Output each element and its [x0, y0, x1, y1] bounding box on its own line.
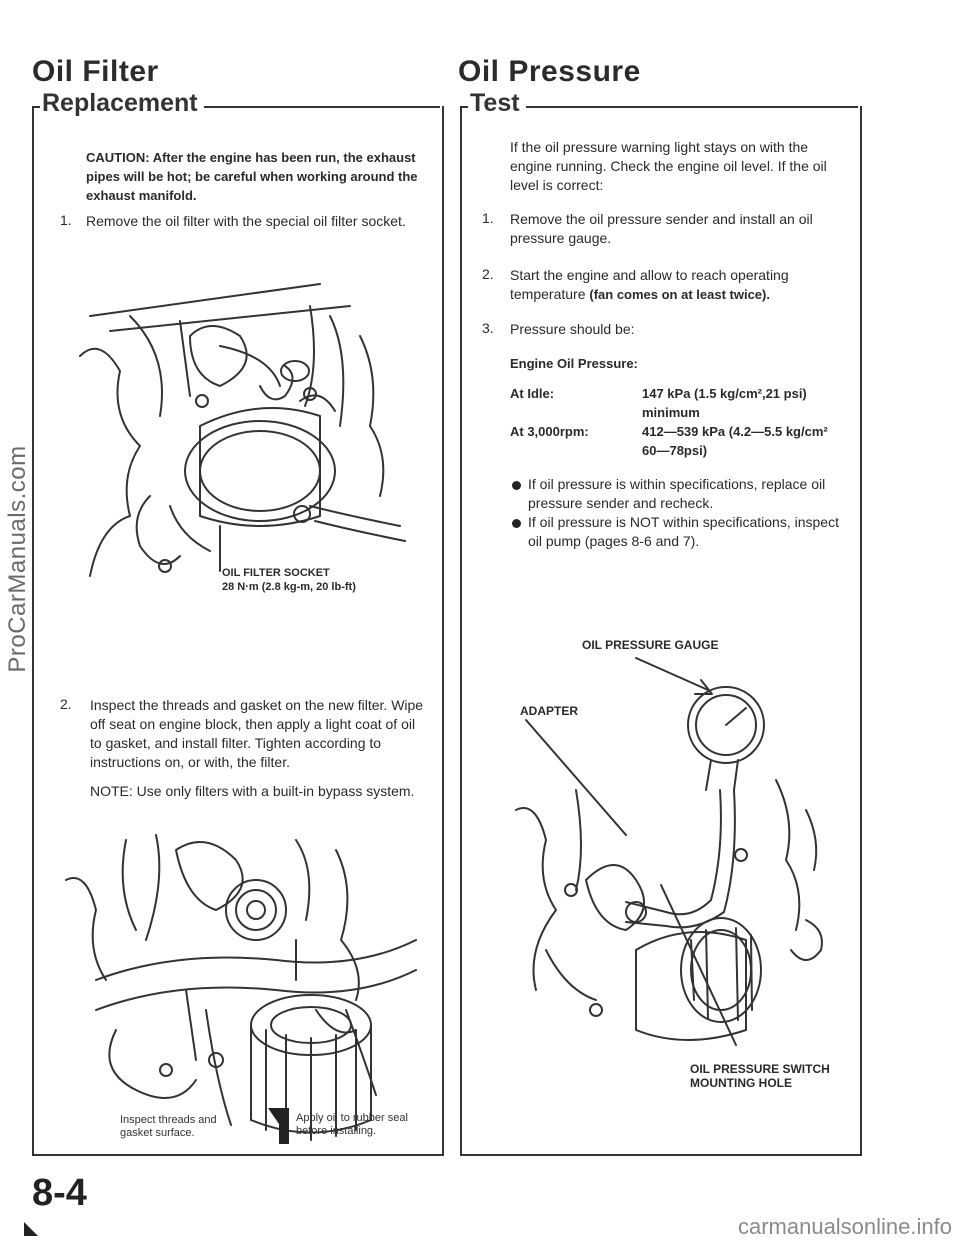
left-step2-text: Inspect the threads and gasket on the new filter. Wipe off seat on engine block, then apply a light coat of oil to gasket, and install filter. Tighten according to instructions on, or with, the filter. — [90, 697, 424, 770]
left-step1-text: Remove the oil filter with the special oil filter socket. — [86, 213, 406, 229]
oil-filter-socket-torque: 28 N·m (2.8 kg-m, 20 lb-ft) — [222, 581, 356, 593]
rubber-seal-marker-icon — [279, 1108, 289, 1144]
oil-filter-socket-label: OIL FILTER SOCKET — [222, 567, 330, 579]
oil-filter-title: Oil Filter — [32, 55, 159, 88]
bullet-2-text: If oil pressure is NOT within specifications, inspect oil pump (pages 8-6 and 7). — [528, 514, 839, 549]
adapter-label: ADAPTER — [520, 704, 579, 718]
new-filter-installation-illustration — [56, 830, 426, 1150]
spec-rpm-value: 412—539 kPa (4.2—5.5 kg/cm² 60—78psi) — [642, 424, 828, 458]
spec-idle-value: 147 kPa (1.5 kg/cm²,21 psi) minimum — [642, 386, 807, 420]
oil-pressure-title: Oil Pressure — [458, 55, 641, 88]
left-step2-number: 2. — [60, 696, 72, 712]
right-step1-text: Remove the oil pressure sender and install an oil pressure gauge. — [510, 211, 813, 246]
bullet-2-icon — [512, 519, 521, 528]
right-step3-text: Pressure should be: — [510, 321, 635, 337]
oil-filter-socket-callout — [222, 566, 356, 594]
right-step2-block — [510, 266, 844, 304]
right-step2-fan-note: (fan comes on at least twice). — [589, 287, 770, 302]
side-watermark: ProCarManuals.com — [4, 445, 31, 673]
test-subtitle: Test — [468, 89, 526, 118]
engine-oil-pressure-heading: Engine Oil Pressure: — [510, 356, 638, 371]
bullet-1-icon — [512, 481, 521, 490]
bullet-1-text: If oil pressure is within specifications, replace oil pressure sender and recheck. — [528, 476, 826, 511]
switch-label-line1: OIL PRESSURE SWITCH — [690, 1062, 830, 1076]
right-step1-number: 1. — [482, 210, 494, 226]
right-step2-text: Start the engine and allow to reach operating temperature — [510, 267, 789, 302]
oil-filter-socket-illustration — [70, 276, 420, 606]
oil-pressure-gauge-label: OIL PRESSURE GAUGE — [582, 638, 719, 652]
bypass-note: NOTE: Use only filters with a built-in bypass system. — [90, 783, 415, 799]
right-step3-number: 3. — [482, 320, 494, 336]
right-step2-number: 2. — [482, 266, 494, 282]
switch-label-line2: MOUNTING HOLE — [690, 1076, 792, 1090]
oil-pressure-intro: If the oil pressure warning light stays on with the engine running. Check the engine oil level. If the oil level is correct: — [510, 139, 827, 193]
apply-oil-label: Apply oil to rubber seal before installing. — [296, 1112, 408, 1137]
caution-block — [86, 148, 426, 205]
replacement-subtitle: Replacement — [40, 89, 204, 118]
switch-mounting-hole-label — [690, 1062, 830, 1090]
inspect-threads-label: Inspect threads and gasket surface. — [120, 1114, 217, 1139]
spec-idle-label: At Idle: — [510, 386, 555, 401]
corner-arrow-icon — [24, 1222, 38, 1236]
caution-text: After the engine has been run, the exhaust pipes will be hot; be careful when working around the exhaust manifold. — [86, 150, 418, 203]
apply-oil-arrow-icon — [268, 1108, 279, 1124]
page-number: 8-4 — [32, 1172, 87, 1214]
oil-pressure-gauge-illustration — [476, 650, 846, 1070]
caution-label: CAUTION: — [86, 150, 150, 165]
spec-rpm-label: At 3,000rpm: — [510, 424, 589, 439]
bottom-watermark: carmanualsonline.info — [737, 1214, 952, 1239]
left-step1-number: 1. — [60, 212, 72, 228]
